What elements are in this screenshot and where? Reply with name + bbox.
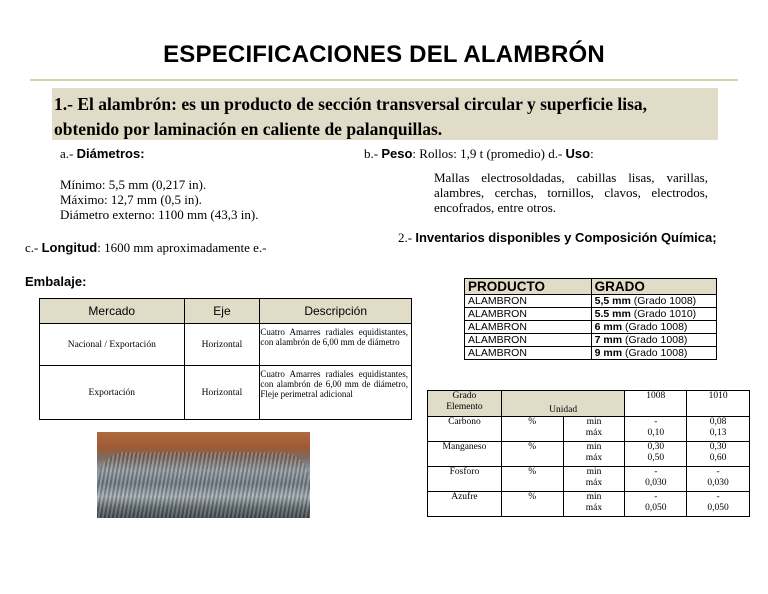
min-value: - bbox=[654, 492, 658, 502]
min-label: min bbox=[586, 492, 602, 502]
grado-1008-cell bbox=[625, 442, 687, 467]
grado-size: 5.5 mm bbox=[594, 308, 631, 320]
max-value: 0,50 bbox=[647, 453, 665, 463]
intro-definition: 1.- El alambrón: es un producto de sección transversal circular y superficie lisa, obtenido por laminación en caliente de palanquillas. bbox=[52, 88, 718, 140]
unidad-cell: % bbox=[501, 442, 563, 467]
producto-cell: ALAMBRON bbox=[465, 321, 592, 334]
grado-size: 9 mm bbox=[594, 347, 623, 359]
minmax-cell bbox=[563, 467, 625, 492]
grado-1010-cell bbox=[687, 442, 750, 467]
diametros-prefix: a.- bbox=[60, 146, 77, 161]
table-row bbox=[465, 308, 717, 321]
header-grado: Grado bbox=[452, 391, 477, 401]
grado-label: (Grado 1008) bbox=[622, 321, 688, 333]
embalaje-header-row bbox=[40, 299, 412, 324]
col-producto: PRODUCTO bbox=[465, 279, 592, 295]
table-row bbox=[428, 467, 750, 492]
grado-1010-cell bbox=[687, 417, 750, 442]
min-label: min bbox=[586, 467, 602, 477]
min-value: 0,30 bbox=[647, 442, 665, 452]
min-value: - bbox=[716, 492, 720, 502]
minmax-cell bbox=[563, 492, 625, 517]
col-eje: Eje bbox=[184, 299, 260, 324]
composicion-header-row bbox=[428, 391, 750, 417]
header-elemento: Elemento bbox=[446, 402, 483, 412]
peso-label: Peso bbox=[381, 146, 413, 161]
grado-cell bbox=[591, 334, 716, 347]
max-value: 0,030 bbox=[707, 478, 729, 488]
uso-text: Mallas electrosoldadas, cabillas lisas, varillas, alambres, cerchas, tornillos, clavos, electrodos, encofrados, entre otros. bbox=[434, 170, 708, 215]
table-row bbox=[428, 442, 750, 467]
max-label: máx bbox=[585, 453, 603, 463]
producto-cell: ALAMBRON bbox=[465, 347, 592, 360]
table-row bbox=[428, 417, 750, 442]
peso-line bbox=[364, 146, 594, 161]
productos-header-row bbox=[465, 279, 717, 295]
descripcion-cell: Cuatro Amarres radiales equidistantes, con alambrón de 6,00 mm de diámetro bbox=[260, 324, 412, 366]
composicion-table bbox=[427, 390, 750, 517]
grado-label: (Grado 1008) bbox=[622, 347, 688, 359]
eje-cell: Horizontal bbox=[184, 366, 260, 420]
peso-prefix: b.- bbox=[364, 146, 382, 161]
grado-cell bbox=[591, 295, 716, 308]
min-label: min bbox=[586, 417, 602, 427]
max-value: 0,13 bbox=[709, 428, 727, 438]
table-row bbox=[465, 347, 717, 360]
grado-label: (Grado 1008) bbox=[622, 334, 688, 346]
mercado-cell: Nacional / Exportación bbox=[40, 324, 185, 366]
eje-cell: Horizontal bbox=[184, 324, 260, 366]
table-row bbox=[40, 366, 412, 420]
max-label: máx bbox=[585, 428, 603, 438]
grado-label: (Grado 1008) bbox=[630, 295, 697, 307]
grado-size: 6 mm bbox=[594, 321, 623, 333]
longitud-line bbox=[25, 240, 267, 255]
embalaje-table bbox=[39, 298, 412, 420]
grado-label: (Grado 1010) bbox=[630, 308, 697, 320]
descripcion-cell: Cuatro Amarres radiales equidistantes, con alambrón de 6,00 mm de diámetro, Fleje perimetral adicional bbox=[260, 366, 412, 420]
mercado-cell: Exportación bbox=[40, 366, 185, 420]
producto-cell: ALAMBRON bbox=[465, 308, 592, 321]
producto-cell: ALAMBRON bbox=[465, 334, 592, 347]
max-label: máx bbox=[585, 478, 603, 488]
grado-cell bbox=[591, 347, 716, 360]
min-value: - bbox=[654, 467, 658, 477]
longitud-prefix: c.- bbox=[25, 240, 42, 255]
grado-1010-cell bbox=[687, 492, 750, 517]
title-divider bbox=[30, 79, 738, 81]
table-row bbox=[465, 334, 717, 347]
header-unidad: Unidad bbox=[501, 391, 625, 417]
col-grado: GRADO bbox=[591, 279, 716, 295]
min-label: min bbox=[586, 442, 602, 452]
wire-rod-coils-photo bbox=[97, 432, 310, 518]
grado-1008-cell bbox=[625, 417, 687, 442]
longitud-label: Longitud bbox=[41, 240, 98, 255]
diametros-heading bbox=[60, 146, 145, 161]
unidad-cell: % bbox=[501, 417, 563, 442]
max-value: 0,050 bbox=[645, 503, 667, 513]
inventarios-heading bbox=[398, 230, 717, 245]
table-row bbox=[428, 492, 750, 517]
elemento-cell: Fosforo bbox=[428, 467, 502, 492]
table-row bbox=[465, 295, 717, 308]
coil-stack bbox=[97, 452, 310, 518]
inventarios-prefix: 2.- bbox=[398, 230, 416, 245]
minmax-cell bbox=[563, 442, 625, 467]
inventarios-label: Inventarios disponibles y Composición Química; bbox=[415, 230, 717, 245]
grado-elemento-header bbox=[428, 391, 502, 417]
grado-size: 7 mm bbox=[594, 334, 623, 346]
minmax-cell bbox=[563, 417, 625, 442]
elemento-cell: Azufre bbox=[428, 492, 502, 517]
uso-label: Uso bbox=[565, 146, 591, 161]
grado-cell bbox=[591, 308, 716, 321]
col-descripcion: Descripción bbox=[260, 299, 412, 324]
table-row bbox=[40, 324, 412, 366]
peso-text: : Rollos: 1,9 t (promedio) d.- bbox=[412, 146, 566, 161]
diametro-max: Máximo: 12,7 mm (0,5 in). bbox=[60, 192, 202, 207]
grado-cell bbox=[591, 321, 716, 334]
longitud-text: : 1600 mm aproximadamente e.- bbox=[97, 240, 267, 255]
diametro-min: Mínimo: 5,5 mm (0,217 in). bbox=[60, 177, 207, 192]
page-title: ESPECIFICACIONES DEL ALAMBRÓN bbox=[163, 41, 605, 68]
max-value: 0,050 bbox=[707, 503, 729, 513]
uso-suffix: : bbox=[590, 146, 594, 161]
header-1010: 1010 bbox=[687, 391, 750, 417]
diametro-externo: Diámetro externo: 1100 mm (43,3 in). bbox=[60, 207, 259, 222]
producto-cell: ALAMBRON bbox=[465, 295, 592, 308]
grado-size: 5,5 mm bbox=[594, 295, 631, 307]
diametros-label: Diámetros: bbox=[76, 146, 145, 161]
min-value: 0,08 bbox=[709, 417, 727, 427]
max-value: 0,10 bbox=[647, 428, 665, 438]
grado-1008-cell bbox=[625, 467, 687, 492]
diametros-list bbox=[60, 177, 320, 222]
min-value: - bbox=[654, 417, 658, 427]
elemento-cell: Carbono bbox=[428, 417, 502, 442]
grado-1008-cell bbox=[625, 492, 687, 517]
max-value: 0,030 bbox=[645, 478, 667, 488]
max-label: máx bbox=[585, 503, 603, 513]
unidad-cell: % bbox=[501, 467, 563, 492]
embalaje-heading: Embalaje: bbox=[25, 274, 87, 289]
productos-table bbox=[464, 278, 717, 360]
col-mercado: Mercado bbox=[40, 299, 185, 324]
table-row bbox=[465, 321, 717, 334]
unidad-cell: % bbox=[501, 492, 563, 517]
max-value: 0,60 bbox=[709, 453, 727, 463]
min-value: 0,30 bbox=[709, 442, 727, 452]
grado-1010-cell bbox=[687, 467, 750, 492]
header-1008: 1008 bbox=[625, 391, 687, 417]
elemento-cell: Manganeso bbox=[428, 442, 502, 467]
min-value: - bbox=[716, 467, 720, 477]
